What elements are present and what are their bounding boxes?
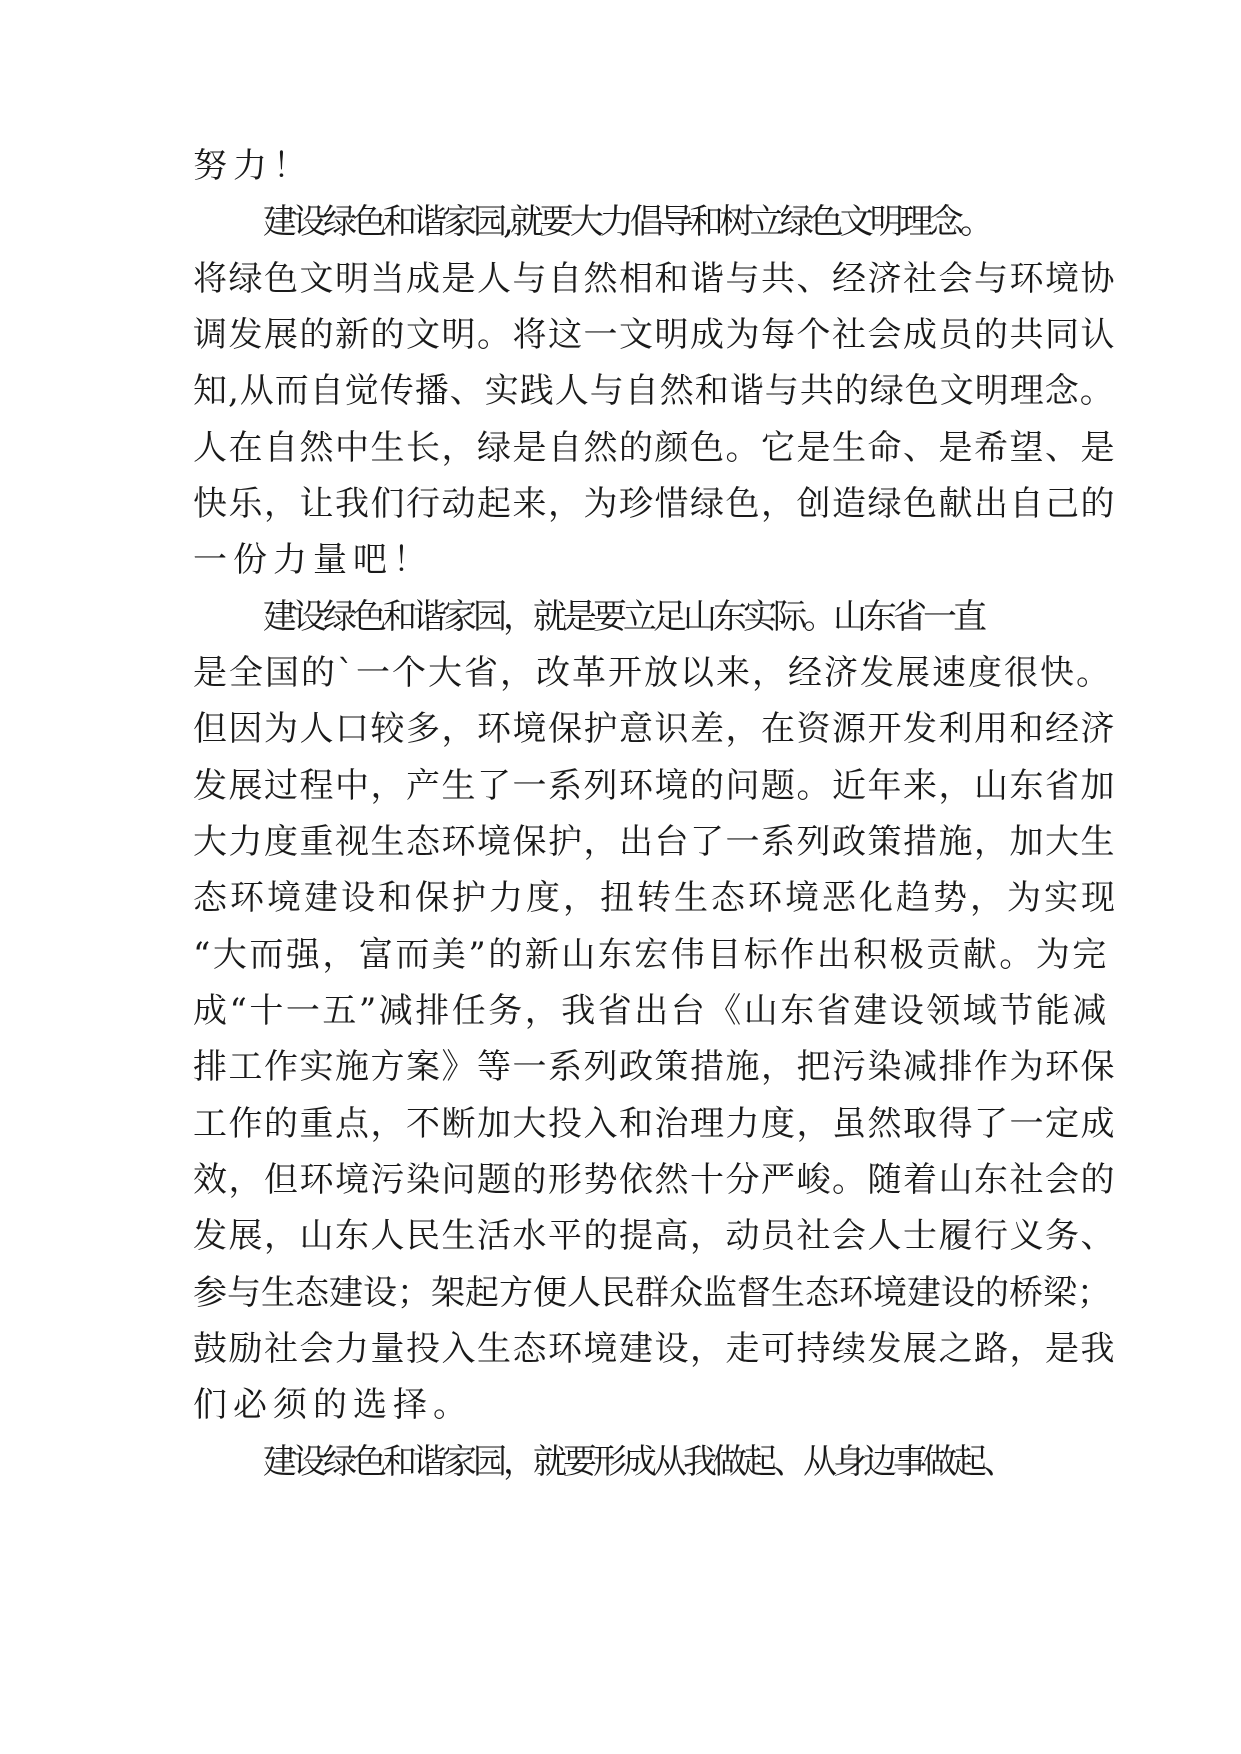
text-line: 努力！ [193, 146, 313, 186]
text-line: 成“十一五”减排任务，我省出台《山东省建设领域节能减 [193, 991, 1109, 1031]
text-line: 快乐，让我们行动起来，为珍惜绿色，创造绿色献出自己的 [193, 484, 1116, 524]
text-line: 发展，山东人民生活水平的提高，动员社会人士履行义务、 [193, 1216, 1116, 1256]
text-line: “大而强，富而美”的新山东宏伟目标作出积极贡献。为完 [193, 935, 1109, 975]
text-line: 参与生态建设；架起方便人民群众监督生态环境建设的桥梁； [193, 1273, 1111, 1313]
paragraph-first-line: 建设绿色和谐家园，就要形成从我做起、从身边事做起、 [263, 1442, 1013, 1482]
text-line: 调发展的新的文明。将这一文明成为每个社会成员的共同认 [193, 315, 1116, 355]
text-line: 大力度重视生态环境保护，出台了一系列政策措施，加大生 [193, 822, 1116, 862]
text-line: 知,从而自觉传播、实践人与自然和谐与共的绿色文明理念。 [193, 371, 1115, 411]
paragraph-first-line: 建设绿色和谐家园，就是要立足山东实际。山东省一直 [263, 597, 983, 637]
text-line: 但因为人口较多，环境保护意识差，在资源开发利用和经济 [193, 709, 1116, 749]
text-line: 发展过程中，产生了一系列环境的问题。近年来，山东省加 [193, 766, 1116, 806]
text-line: 将绿色文明当成是人与自然相和谐与共、经济社会与环境协 [193, 259, 1116, 299]
text-line: 鼓励社会力量投入生态环境建设，走可持续发展之路，是我 [193, 1329, 1116, 1369]
text-line: 工作的重点，不断加大投入和治理力度，虽然取得了一定成 [193, 1104, 1116, 1144]
paragraph-first-line: 建设绿色和谐家园,就要大力倡导和树立绿色文明理念。 [263, 202, 990, 242]
text-line: 人在自然中生长，绿是自然的颜色。它是生命、是希望、是 [193, 428, 1116, 468]
text-line: 一份力量吧！ [193, 540, 433, 580]
text-line: 排工作实施方案》等一系列政策措施，把污染减排作为环保 [193, 1047, 1116, 1087]
text-line: 效，但环境污染问题的形势依然十分严峻。随着山东社会的 [193, 1160, 1116, 1200]
text-line: 们必须的选择。 [193, 1385, 473, 1425]
text-line: 态环境建设和保护力度，扭转生态环境恶化趋势，为实现 [193, 878, 1118, 918]
text-line: 是全国的`一个大省，改革开放以来，经济发展速度很快。 [193, 653, 1112, 693]
